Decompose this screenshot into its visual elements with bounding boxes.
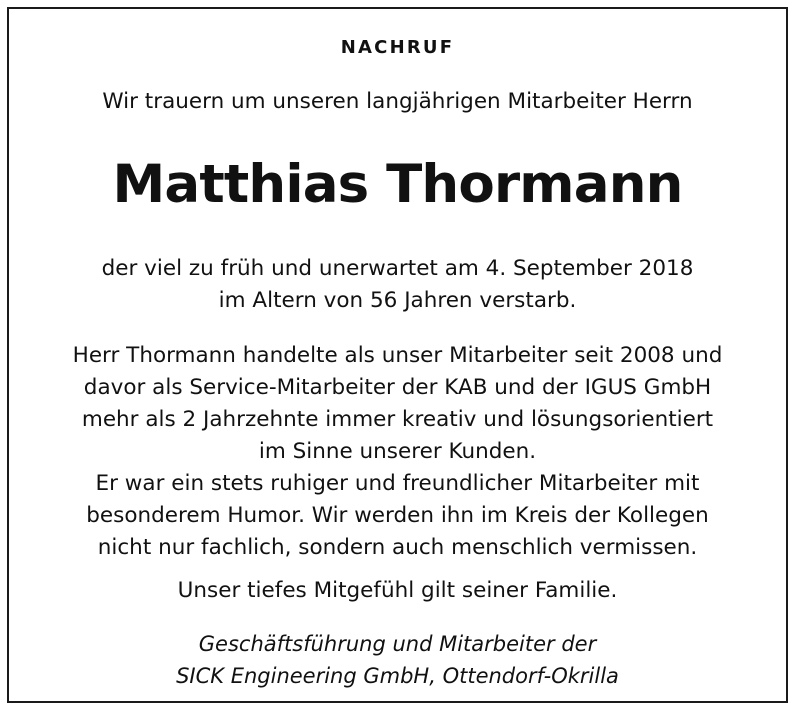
- signature-line: SICK Engineering GmbH, Ottendorf-Okrilla: [176, 664, 619, 688]
- death-line: der viel zu früh und unerwartet am 4. September 2018: [101, 256, 694, 281]
- death-paragraph: [9, 253, 786, 317]
- intro-text: Wir trauern um unseren langjährigen Mitarbeiter Herrn: [102, 89, 693, 114]
- tribute-line: nicht nur fachlich, sondern auch menschlich vermissen.: [97, 535, 698, 560]
- tribute-line: besonderem Humor. Wir werden ihn im Kreis der Kollegen: [86, 503, 709, 528]
- notice-heading: NACHRUF: [340, 37, 455, 58]
- death-line: im Altern von 56 Jahren verstarb.: [218, 288, 577, 313]
- tribute-paragraph: [9, 340, 786, 564]
- tribute-line: Herr Thormann handelte als unser Mitarbeiter seit 2008 und: [72, 343, 723, 368]
- tribute-line: Er war ein stets ruhiger und freundlicher Mitarbeiter mit: [95, 471, 700, 496]
- signature-block: [9, 628, 786, 692]
- tribute-line: im Sinne unserer Kunden.: [258, 439, 537, 464]
- tribute-line: davor als Service-Mitarbeiter der KAB und der IGUS GmbH: [83, 375, 712, 400]
- signature-line: Geschäftsführung und Mitarbeiter der: [198, 632, 597, 656]
- tribute-line: mehr als 2 Jahrzehnte immer kreativ und lösungsorientiert: [81, 407, 714, 432]
- deceased-name: Matthias Thormann: [112, 154, 683, 215]
- obituary-notice: [7, 7, 788, 703]
- condolence-text: Unser tiefes Mitgefühl gilt seiner Familie.: [177, 578, 618, 603]
